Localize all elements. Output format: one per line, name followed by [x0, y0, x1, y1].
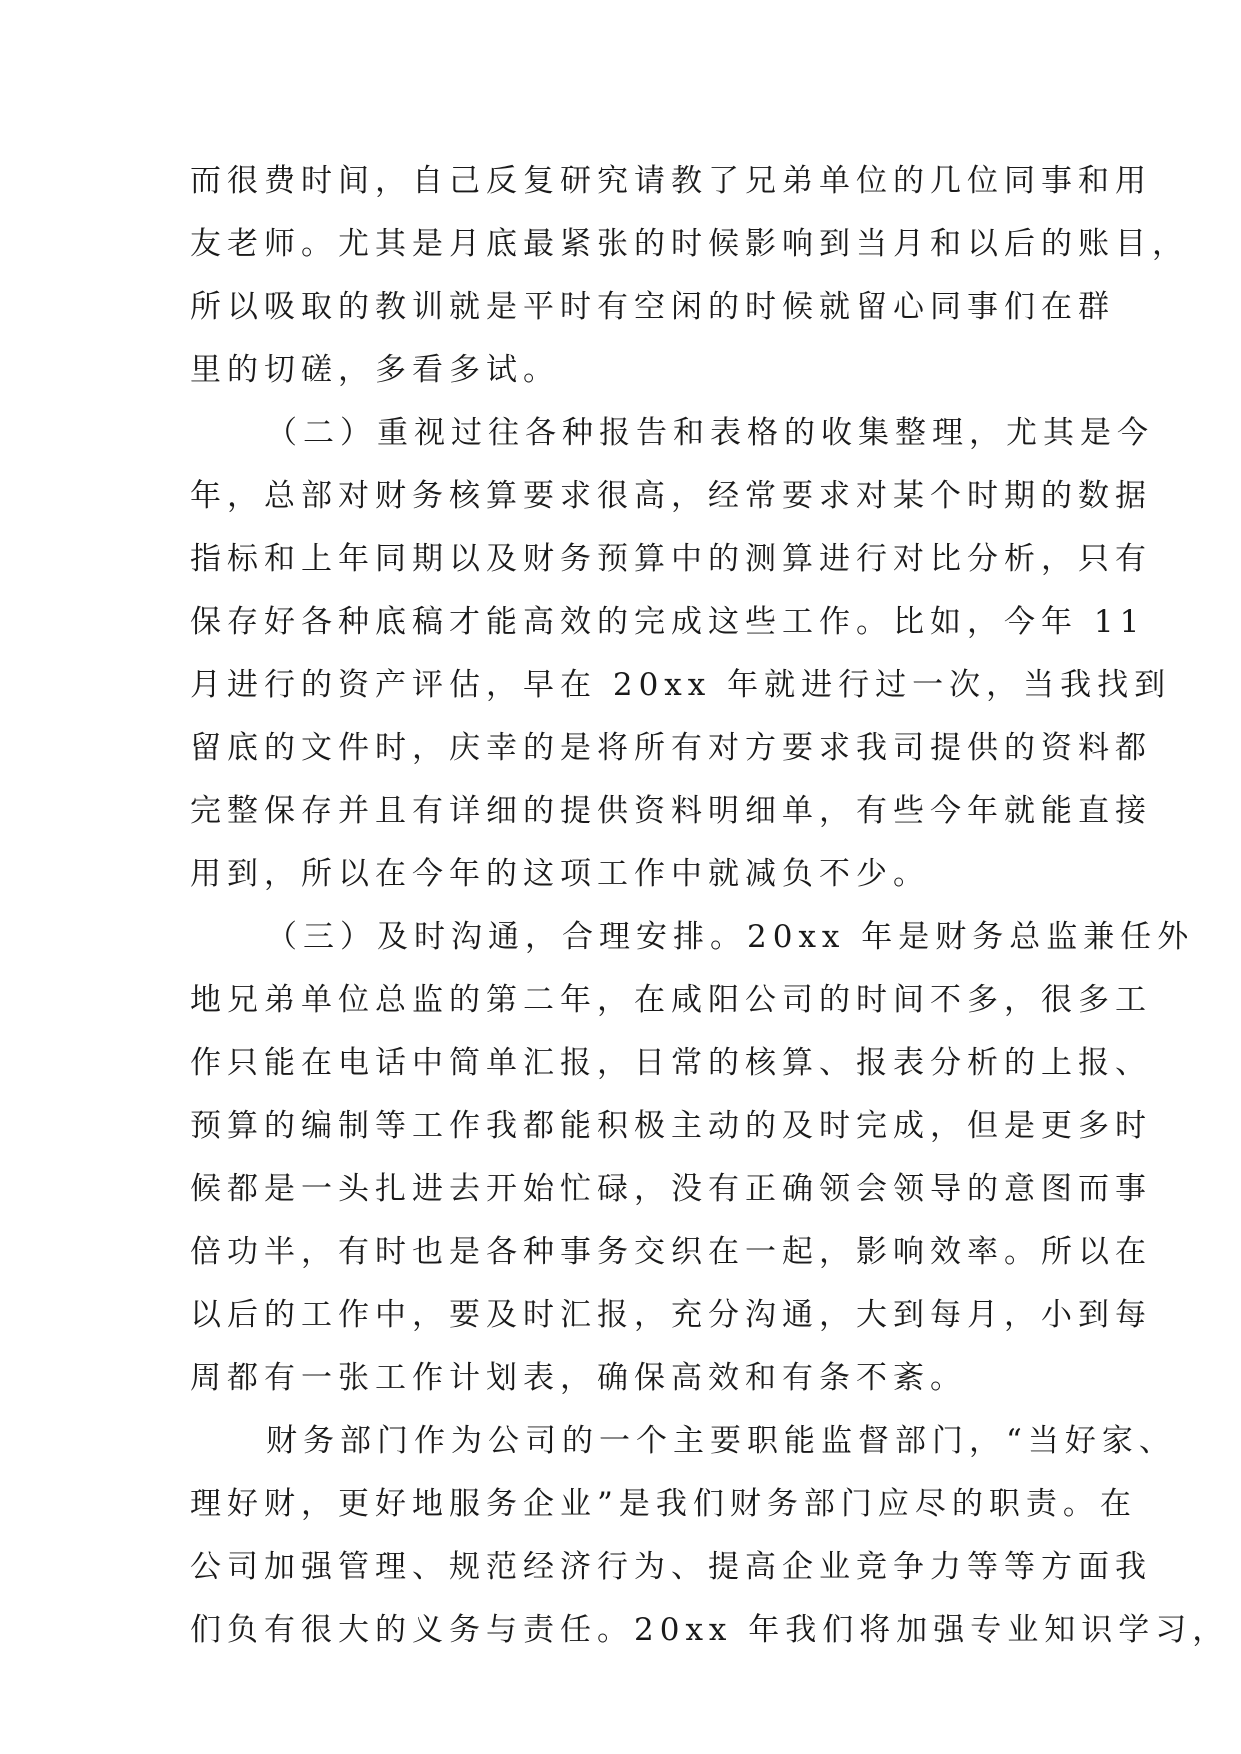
text-line: 公司加强管理、规范经济行为、提高企业竞争力等等方面我 — [190, 1549, 1152, 1585]
text-line: 指标和上年同期以及财务预算中的测算进行对比分析，只有 — [190, 541, 1152, 577]
text-line: 周都有一张工作计划表，确保高效和有条不紊。 — [190, 1360, 967, 1396]
text-line: 地兄弟单位总监的第二年，在咸阳公司的时间不多，很多工 — [190, 982, 1152, 1018]
text-line: 月进行的资产评估，早在 20xx 年就进行过一次，当我找到 — [190, 667, 1172, 703]
text-line: 完整保存并且有详细的提供资料明细单，有些今年就能直接 — [190, 793, 1152, 829]
text-line: 倍功半，有时也是各种事务交织在一起，影响效率。所以在 — [190, 1234, 1152, 1270]
text-line: 友老师。尤其是月底最紧张的时候影响到当月和以后的账目， — [190, 226, 1189, 262]
paragraph-first-line: （三）及时沟通，合理安排。20xx 年是财务总监兼任外 — [266, 919, 1195, 955]
text-line: 所以吸取的教训就是平时有空闲的时候就留心同事们在群 — [190, 289, 1115, 325]
text-line: 用到，所以在今年的这项工作中就减负不少。 — [190, 856, 930, 892]
text-line: 候都是一头扎进去开始忙碌，没有正确领会领导的意图而事 — [190, 1171, 1152, 1207]
text-line: 们负有很大的义务与责任。20xx 年我们将加强专业知识学习， — [190, 1612, 1230, 1648]
text-line: 理好财，更好地服务企业”是我们财务部门应尽的职责。在 — [190, 1486, 1137, 1522]
text-line: 里的切磋，多看多试。 — [190, 352, 560, 388]
document-body — [190, 150, 1230, 1662]
paragraph-first-line: 财务部门作为公司的一个主要职能监督部门，“当好家、 — [266, 1423, 1176, 1459]
text-line: 预算的编制等工作我都能积极主动的及时完成，但是更多时 — [190, 1108, 1152, 1144]
text-line: 作只能在电话中简单汇报，日常的核算、报表分析的上报、 — [190, 1045, 1152, 1081]
text-line: 保存好各种底稿才能高效的完成这些工作。比如，今年 11 — [190, 604, 1146, 640]
text-line: 年，总部对财务核算要求很高，经常要求对某个时期的数据 — [190, 478, 1152, 514]
text-line: 留底的文件时，庆幸的是将所有对方要求我司提供的资料都 — [190, 730, 1152, 766]
text-line: 以后的工作中，要及时汇报，充分沟通，大到每月，小到每 — [190, 1297, 1152, 1333]
paragraph-first-line: （二）重视过往各种报告和表格的收集整理，尤其是今 — [266, 415, 1154, 451]
text-line: 而很费时间，自己反复研究请教了兄弟单位的几位同事和用 — [190, 163, 1152, 199]
